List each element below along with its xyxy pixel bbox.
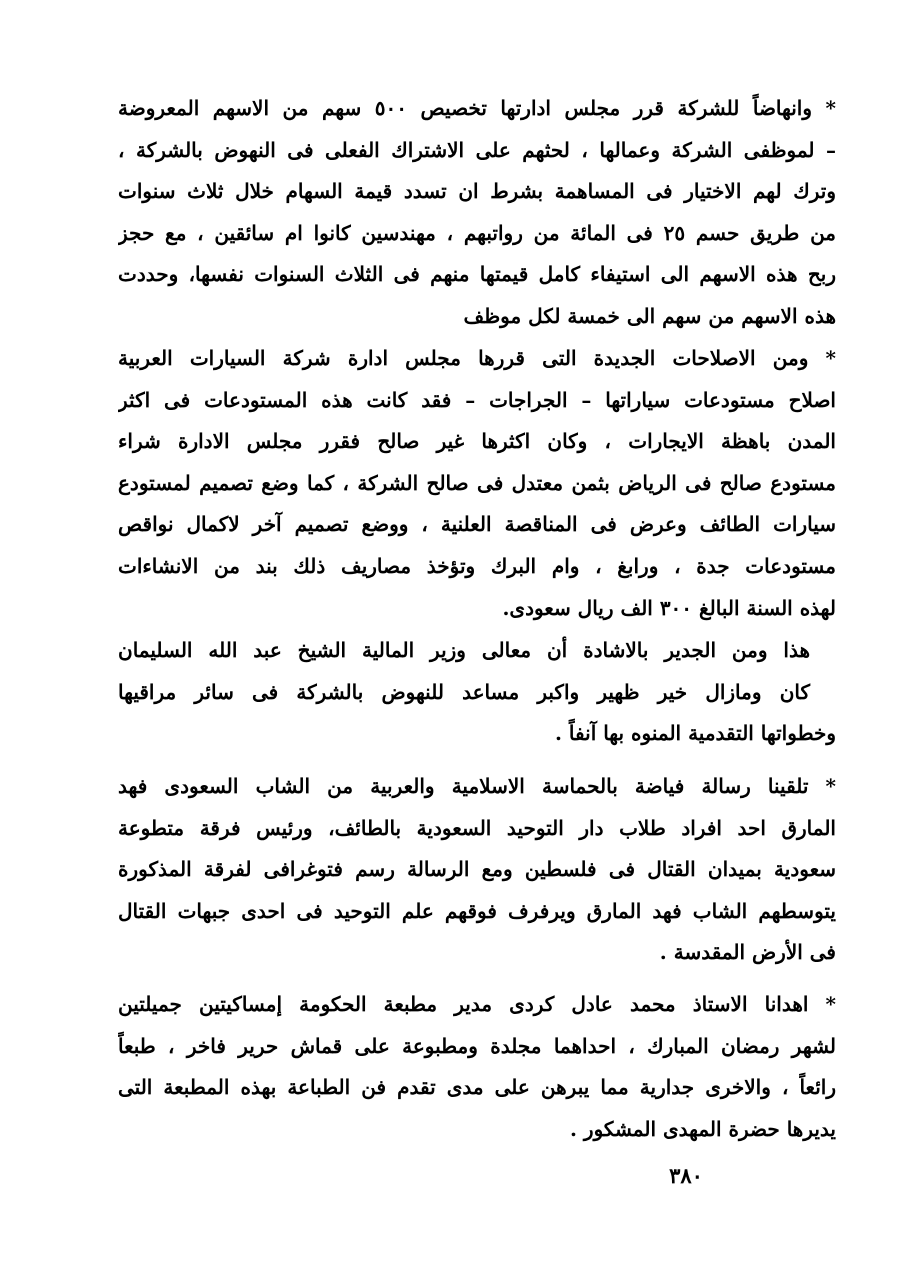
text-line: هذا ومن الجدير بالاشادة أن معالى وزير المالية الشيخ عبد الله السليمان [118,638,810,662]
text-line: اصلاح مستودعات سياراتها – الجراجات – فقد كانت هذه المستودعات فى اكثر [118,387,836,412]
text-line: وخطواتها التقدمية المنوه بها آنفاً . [554,721,836,746]
text-line: يتوسطهم الشاب فهد المارق ويرفرف فوقهم علم التوحيد فى احدى جبهات القتال [118,898,836,923]
paragraph-ramadan-calendars [118,984,836,1150]
text-line: ربح هذه الاسهم الى استيفاء كامل قيمتها منهم فى الثلاث السنوات نفسها، وحددت [118,262,836,287]
text-line: لشهر رمضان المبارك ، احداهما مجلدة ومطبوعة على قماش حرير فاخر ، طبعاً [118,1033,836,1058]
text-line: لهذه السنة البالغ ٣٠٠ الف ريال سعودى. [502,595,836,620]
text-line: مستودع صالح فى الرياض بثمن معتدل فى صالح الشركة ، كما وضع تصميم لمستودع [118,470,836,495]
text-line: من طريق حسم ٢٥ فى المائة من رواتبهم ، مهندسين كانوا ام سائقين ، مع حجز [118,220,836,245]
text-line: رائعاً ، والاخرى جدارية مما يبرهن على مدى تقدم فن الطباعة بهذه المطبعة التى [118,1075,836,1100]
text-line: فى الأرض المقدسة . [659,940,836,965]
page-number: ٣٨٠ [669,1163,703,1188]
text-line: كان ومازال خير ظهير واكبر مساعد للنهوض بالشركة فى سائر مراقيها [118,679,811,704]
paragraph-letter-received [118,766,836,974]
paragraph-garage-reforms [118,338,836,629]
text-line: يديرها حضرة المهدى المشكور . [569,1116,836,1141]
paragraph-minister-praise [118,630,836,755]
text-line: * تلقينا رسالة فياضة بالحماسة الاسلامية والعربية من الشاب السعودى فهد [118,774,836,798]
text-line: هذه الاسهم من سهم الى خمسة لكل موظف [463,303,836,328]
text-line: المدن باهظة الايجارات ، وكان اكثرها غير صالح فقرر مجلس الادارة شراء [118,429,836,454]
text-line: * اهدانا الاستاذ محمد عادل كردى مدير مطبعة الحكومة إمساكيتين جميلتين [118,992,836,1016]
text-line: * وانهاضاً للشركة قرر مجلس ادارتها تخصيص ٥٠٠ سهم من الاسهم المعروضة [118,96,836,120]
text-line: سعودية بميدان القتال فى فلسطين ومع الرسالة رسم فتوغرافى لفرقة المذكورة [118,857,836,882]
text-line: مستودعات جدة ، ورابغ ، وام البرك وتؤخذ مصاريف ذلك بند من الانشاءات [118,553,836,578]
text-line: – لموظفى الشركة وعمالها ، لحثهم على الاشتراك الفعلى فى النهوض بالشركة ، [118,137,836,162]
text-line: وترك لهم الاختيار فى المساهمة بشرط ان تسدد قيمة السهام خلال ثلاث سنوات [118,179,836,204]
text-line: سيارات الطائف وعرض فى المناقصة العلنية ، ووضع تصميم آخر لاكمال نواقص [118,512,836,537]
paragraph-company-shares [118,88,836,338]
text-line: المارق احد افراد طلاب دار التوحيد السعودية بالطائف، ورئيس فرقة متطوعة [118,815,836,840]
text-line: * ومن الاصلاحات الجديدة التى قررها مجلس ادارة شركة السيارات العربية [118,346,836,370]
